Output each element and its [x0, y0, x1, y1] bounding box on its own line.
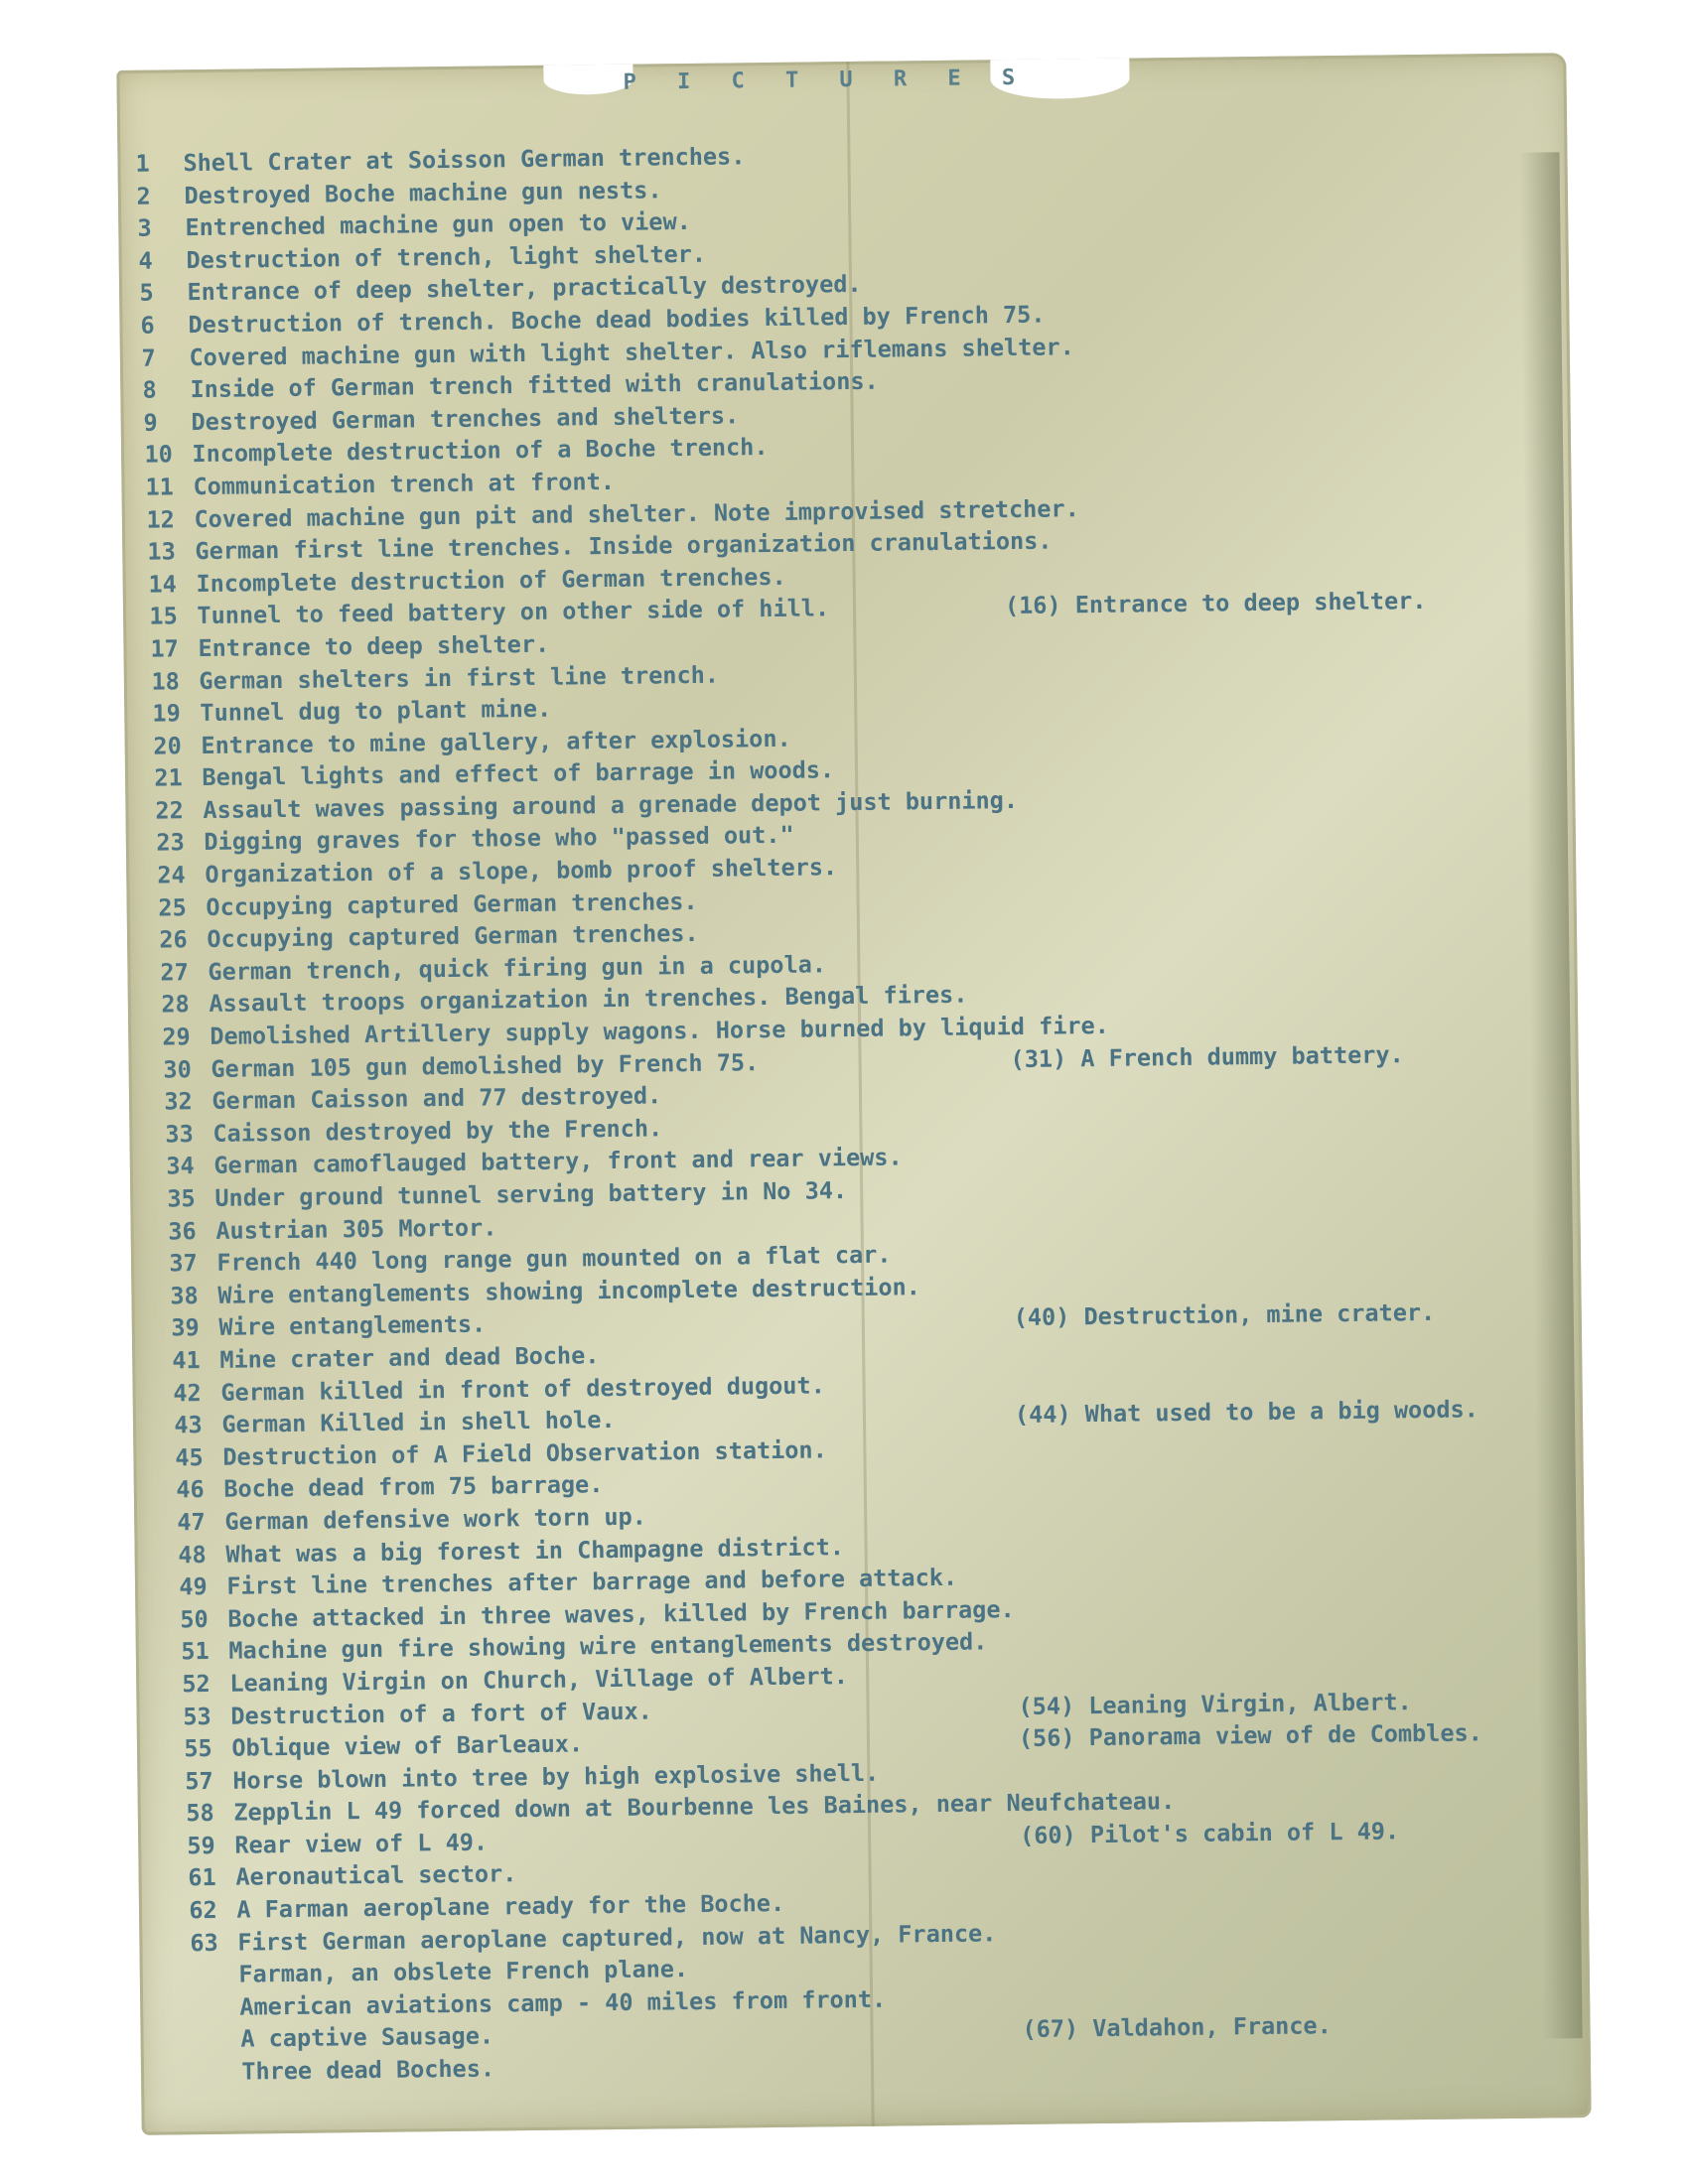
item-text: Entrance of deep shelter, practically destroyed. — [187, 270, 862, 307]
item-number: 4 — [138, 246, 153, 275]
item-text: Communication trench at front. — [193, 467, 616, 501]
item-text: Zepplin L 49 forced down at Bourbenne les Baines, near Neufchateau. — [233, 1787, 1176, 1827]
item-number: 12 — [146, 504, 175, 534]
item-text: Destruction of trench, light shelter. — [186, 239, 707, 274]
item-number: 32 — [164, 1087, 193, 1116]
item-number: 51 — [181, 1637, 210, 1666]
item-text: First line trenches after barrage and before attack. — [226, 1563, 958, 1600]
item-number: 62 — [189, 1895, 217, 1925]
item-number: 43 — [174, 1411, 203, 1439]
item-text: Wire entanglements. — [218, 1309, 487, 1342]
item-number: 53 — [183, 1702, 211, 1730]
item-text: Oblique view of Barleaux. — [231, 1729, 584, 1762]
item-text: Destruction of a fort of Vaux. — [230, 1697, 652, 1730]
item-number: 52 — [182, 1669, 211, 1699]
item-side-note: (60) Pilot's cabin of L 49. — [1019, 1817, 1400, 1849]
item-number: 23 — [156, 828, 185, 858]
item-text: A Farman aeroplane ready for the Boche. — [236, 1888, 785, 1924]
item-side-note: (67) Valdahon, France. — [1022, 2011, 1332, 2044]
item-text: Tunnel to feed battery on other side of hill. — [197, 594, 830, 630]
item-number: 10 — [144, 440, 173, 470]
item-side-note: (56) Panorama view of de Combles. — [1018, 1718, 1482, 1753]
item-side-note: (40) Destruction, mine crater. — [1013, 1298, 1436, 1332]
item-text: Assault waves passing around a grenade depot just burning. — [203, 785, 1019, 824]
item-number: 19 — [152, 699, 181, 728]
item-text: Horse blown into tree by high explosive shell. — [232, 1758, 880, 1795]
item-text: Incomplete destruction of a Boche trench. — [192, 433, 769, 469]
item-text: Incomplete destruction of German trenches. — [196, 562, 786, 598]
item-text: Bengal lights and effect of barrage in woods. — [202, 755, 835, 792]
item-text: Organization of a slope, bomb proof shelters. — [205, 853, 838, 889]
item-number: 47 — [177, 1507, 206, 1537]
item-text: Mine crater and dead Boche. — [219, 1341, 600, 1374]
item-text: Destroyed Boche machine gun nests. — [184, 175, 662, 209]
item-number: 30 — [163, 1054, 192, 1084]
document-page — [116, 53, 1591, 2135]
item-number: 50 — [180, 1604, 209, 1634]
item-text: Machine gun fire showing wire entanglements destroyed. — [228, 1627, 988, 1666]
item-side-note: (54) Leaning Virgin, Albert. — [1018, 1687, 1412, 1720]
item-number: 8 — [142, 375, 157, 404]
item-side-note: (44) What used to be a big woods. — [1014, 1395, 1478, 1430]
item-text: Austrian 305 Mortor. — [215, 1212, 497, 1245]
item-number: 49 — [179, 1572, 208, 1601]
item-number: 55 — [184, 1734, 212, 1763]
item-number: 39 — [171, 1313, 200, 1342]
item-text: Covered machine gun with light shelter. Also riflemans shelter. — [189, 332, 1074, 371]
item-number: 61 — [188, 1863, 216, 1892]
item-number: 46 — [176, 1475, 205, 1504]
picture-list — [135, 130, 1569, 2089]
item-text: Destroyed German trenches and shelters. — [191, 401, 740, 436]
item-number: 37 — [169, 1249, 198, 1278]
item-text: Digging graves for those who "passed out." — [204, 821, 794, 857]
item-text: Rear view of L 49. — [234, 1828, 489, 1859]
item-text: Destruction of trench. Boche dead bodies killed by French 75. — [188, 300, 1046, 340]
item-number: 6 — [140, 311, 155, 340]
item-number: 9 — [143, 408, 158, 437]
item-text: Covered machine gun pit and shelter. Note improvised stretcher. — [194, 493, 1079, 533]
item-number: 26 — [159, 925, 188, 954]
item-number: 28 — [161, 990, 190, 1019]
item-text: Demolished Artillery supply wagons. Horse burned by liquid fire. — [210, 1011, 1110, 1050]
item-text: Tunnel dug to plant mine. — [200, 694, 552, 728]
item-number — [192, 2014, 239, 2015]
item-number: 59 — [187, 1831, 215, 1860]
item-text: First German aeroplane captured, now at Nancy, France. — [237, 1918, 997, 1957]
item-number: 29 — [162, 1023, 191, 1051]
item-number: 7 — [141, 343, 156, 372]
item-number: 11 — [145, 473, 174, 501]
item-text: Entrance to mine gallery, after explosion. — [201, 724, 791, 759]
item-number: 35 — [167, 1184, 196, 1213]
item-text: Boche dead from 75 barrage. — [223, 1470, 604, 1504]
torn-edge — [543, 65, 633, 95]
item-number: 38 — [170, 1281, 199, 1310]
item-text: German 105 gun demolished by French 75. — [211, 1047, 760, 1083]
item-text: German killed in front of destroyed dugout. — [220, 1370, 825, 1407]
item-number: 3 — [137, 213, 152, 242]
item-text: Farman, an obslete French plane. — [238, 1955, 689, 1988]
item-text: German Caisson and 77 destroyed. — [211, 1081, 662, 1116]
item-number: 22 — [155, 796, 184, 825]
page-title: P I C T U R E S — [623, 65, 1030, 95]
item-text: Under ground tunnel serving battery in No 34. — [214, 1176, 848, 1212]
item-text: French 440 long range gun mounted on a flat car. — [216, 1240, 892, 1278]
item-text: Boche attacked in three waves, killed by French barrage. — [227, 1594, 1015, 1633]
item-number: 1 — [135, 149, 150, 178]
item-text: German Killed in shell hole. — [221, 1406, 616, 1438]
item-number: 42 — [173, 1378, 202, 1407]
item-text: Assault troops organization in trenches. Bengal fires. — [209, 981, 968, 1019]
item-text: German defensive work torn up. — [224, 1502, 646, 1536]
item-text: A captive Sausage. — [240, 2021, 494, 2054]
item-number — [193, 2047, 240, 2048]
item-text: Entrenched machine gun open to view. — [185, 207, 691, 242]
item-number: 33 — [165, 1119, 194, 1149]
item-text: German first line trenches. Inside organization cranulations. — [195, 526, 1053, 566]
item-side-note: (16) Entrance to deep shelter. — [1004, 587, 1427, 620]
item-number: 2 — [136, 182, 151, 210]
item-number: 14 — [148, 570, 177, 599]
item-text: Wire entanglements showing incomplete destruction. — [217, 1272, 920, 1309]
item-text: What was a big forest in Champagne district. — [225, 1532, 845, 1569]
item-number: 21 — [154, 763, 183, 792]
item-number — [194, 2080, 241, 2081]
item-text: Three dead Boches. — [241, 2054, 495, 2086]
item-number: 34 — [166, 1152, 195, 1180]
item-number: 27 — [160, 958, 189, 987]
item-text: German trench, quick firing gun in a cupola. — [208, 950, 827, 986]
item-text: German camoflauged battery, front and rear views. — [213, 1143, 903, 1180]
item-number: 48 — [178, 1540, 207, 1569]
item-number: 36 — [168, 1216, 197, 1246]
item-number: 25 — [158, 892, 187, 922]
item-number: 45 — [175, 1442, 204, 1472]
item-text: Aeronautical sector. — [235, 1859, 517, 1892]
item-text: German shelters in first line trench. — [199, 660, 720, 695]
item-side-note: (31) A French dummy battery. — [1010, 1039, 1404, 1073]
item-number: 18 — [151, 666, 180, 696]
item-text: Inside of German trench fitted with cranulations. — [190, 366, 879, 404]
item-text: Shell Crater at Soisson German trenches. — [183, 142, 746, 178]
item-number: 58 — [186, 1799, 214, 1828]
item-number: 41 — [172, 1346, 201, 1375]
item-number: 20 — [153, 731, 182, 760]
item-number: 15 — [149, 602, 178, 630]
item-text: Leaning Virgin on Church, Village of Albert. — [229, 1662, 849, 1698]
item-text: Caisson destroyed by the French. — [212, 1114, 663, 1148]
item-number: 13 — [147, 537, 176, 566]
item-number: 24 — [157, 861, 186, 889]
item-number: 17 — [150, 634, 179, 663]
item-text: Occupying captured German trenches. — [207, 919, 699, 954]
item-number: 5 — [139, 278, 154, 308]
item-text: Entrance to deep shelter. — [198, 629, 550, 662]
item-text: American aviations camp - 40 miles from front. — [239, 1984, 887, 2021]
item-number: 57 — [185, 1766, 213, 1795]
item-text: Occupying captured German trenches. — [206, 887, 698, 921]
item-text: Destruction of A Field Observation station. — [222, 1435, 827, 1471]
item-number: 63 — [190, 1928, 218, 1957]
item-number — [191, 1982, 238, 1983]
